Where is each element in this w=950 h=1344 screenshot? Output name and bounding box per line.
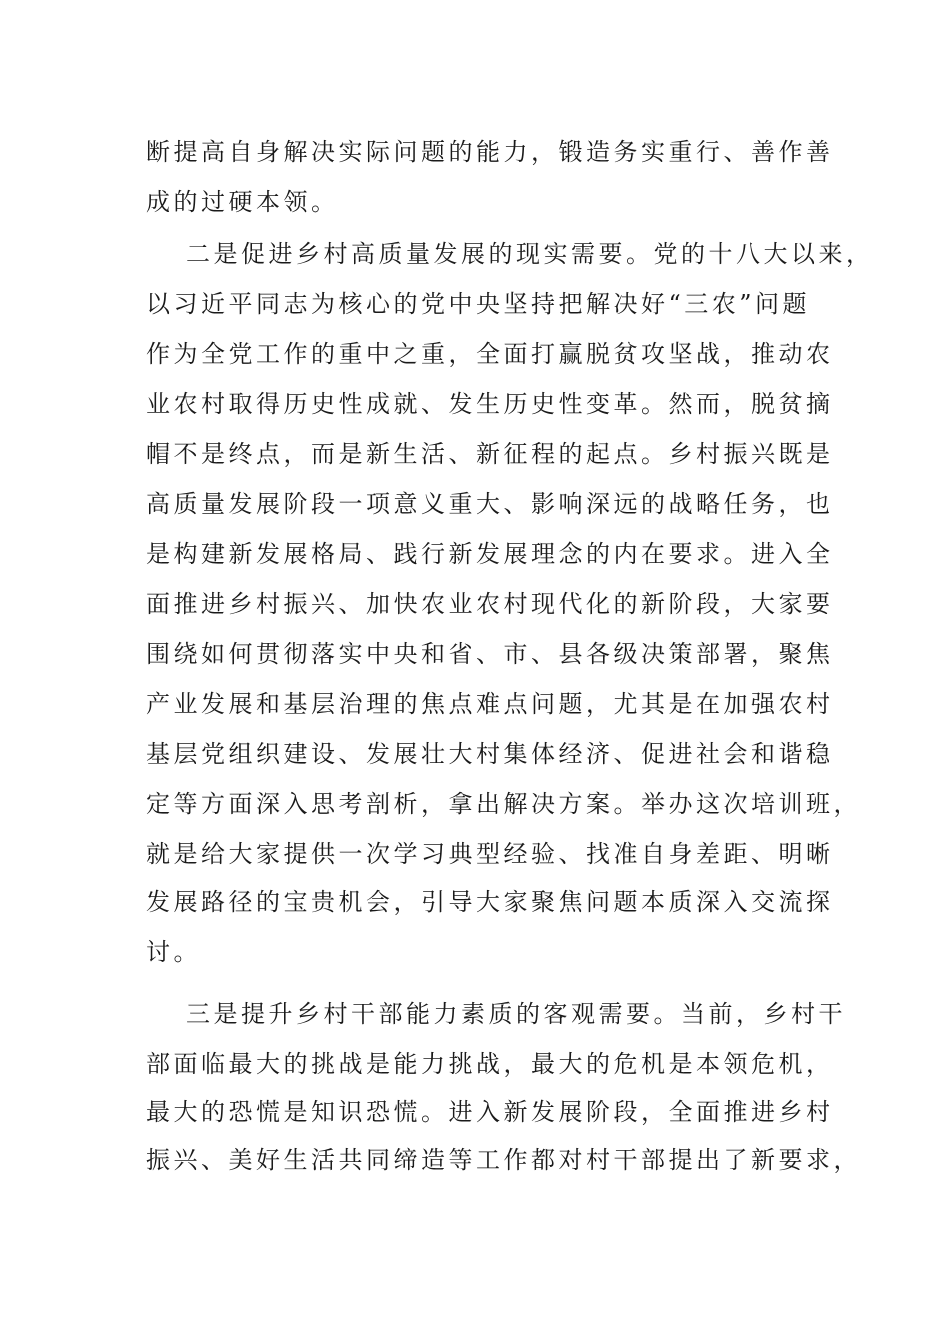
text-line: 发展路径的宝贵机会，引导大家聚焦问题本质深入交流探 <box>146 888 834 916</box>
text-line: 面推进乡村振兴、加快农业农村现代化的新阶段，大家要 <box>146 590 834 618</box>
text-line: 定等方面深入思考剖析，拿出解决方案。举办这次培训班， <box>146 790 861 818</box>
text-line: 以习近平同志为核心的党中央坚持把解决好“三农”问题 <box>146 290 811 318</box>
text-line: 成的过硬本领。 <box>146 188 339 216</box>
paragraph-start-line: 二是促进乡村高质量发展的现实需要。党的十八大以来， <box>186 240 874 268</box>
text-line: 基层党组织建设、发展壮大村集体经济、促进社会和谐稳 <box>146 740 834 768</box>
text-line: 是构建新发展格局、践行新发展理念的内在要求。进入全 <box>146 540 834 568</box>
text-line: 围绕如何贯彻落实中央和省、市、县各级决策部署，聚焦 <box>146 640 834 668</box>
text-line: 帽不是终点，而是新生活、新征程的起点。乡村振兴既是 <box>146 440 834 468</box>
text-line: 振兴、美好生活共同缔造等工作都对村干部提出了新要求， <box>146 1146 861 1174</box>
text-line: 就是给大家提供一次学习典型经验、找准自身差距、明晰 <box>146 840 834 868</box>
text-line: 最大的恐慌是知识恐慌。进入新发展阶段，全面推进乡村 <box>146 1098 834 1126</box>
text-line: 部面临最大的挑战是能力挑战，最大的危机是本领危机， <box>146 1050 834 1078</box>
paragraph-start-line: 三是提升乡村干部能力素质的客观需要。当前，乡村干 <box>186 1000 846 1028</box>
text-line: 讨。 <box>146 938 201 966</box>
text-line: 业农村取得历史性成就、发生历史性变革。然而，脱贫摘 <box>146 390 834 418</box>
text-line: 产业发展和基层治理的焦点难点问题，尤其是在加强农村 <box>146 690 834 718</box>
text-line: 断提高自身解决实际问题的能力，锻造务实重行、善作善 <box>146 138 834 166</box>
text-line: 高质量发展阶段一项意义重大、影响深远的战略任务，也 <box>146 490 834 518</box>
text-line: 作为全党工作的重中之重，全面打赢脱贫攻坚战，推动农 <box>146 340 834 368</box>
